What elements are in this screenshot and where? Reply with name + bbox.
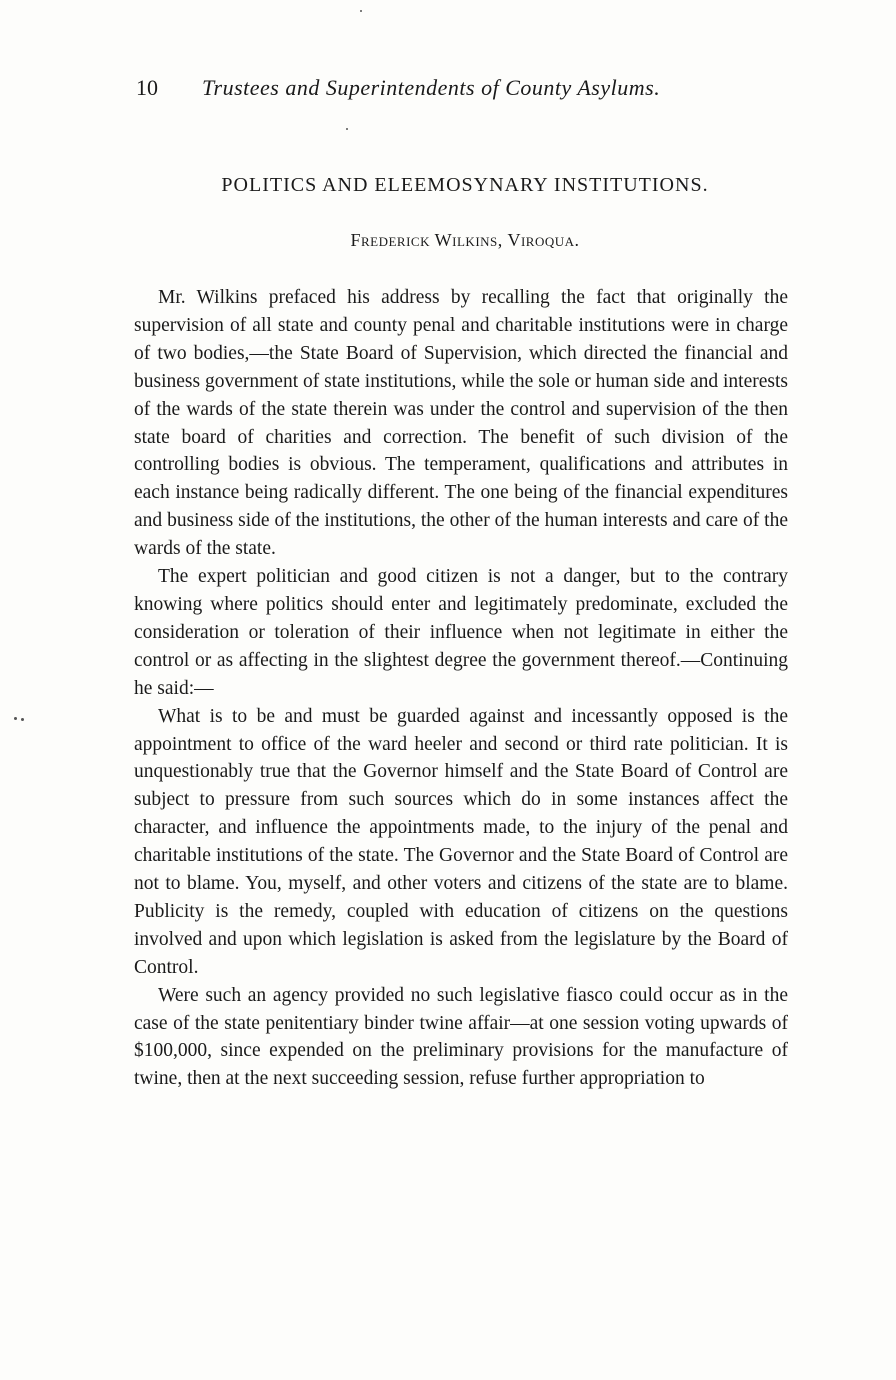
paragraph-3: What is to be and must be guarded against and incessantly opposed is the appointment to office of the ward heeler and second or third rate politician. It is unquestionably true that the Governor himself and the State Board of Control are subject to pressure from such sources which do in some instances affect the character, and influence the appointments made, to the injury of the penal and charitable institutions of the state. The Governor and the State Board of Control are not to blame. You, myself, and other voters and citizens of the state are to blame. Publicity is the remedy, coupled with education of citizens on the questions involved and upon which legislation is asked from the legislature by the Board of Control. xyxy=(134,705,788,978)
paragraph-1: Mr. Wilkins prefaced his address by recalling the fact that originally the supervision of all state and county penal and charitable institutions were in charge of two bodies,—the State Board of Supervision, which directed the financial and business government of state institutions, while the sole or human side and interests of the wards of the state therein was under the control and supervision of the then state board of charities and correction. The benefit of such division of the controlling bodies is obvious. The temperament, qualifications and attributes in each instance being radically different. The one being of the financial expenditures and business side of the institutions, the other of the human interests and care of the wards of the state. xyxy=(134,287,788,560)
scan-speck xyxy=(14,717,17,720)
running-title: Trustees and Superintendents of County Asylums. xyxy=(202,75,661,100)
article-body xyxy=(134,284,788,1093)
running-header xyxy=(136,74,786,102)
scan-speck xyxy=(346,128,348,130)
article-title: POLITICS AND ELEEMOSYNARY INSTITUTIONS. xyxy=(221,174,709,196)
paragraph-4: Were such an agency provided no such legislative fiasco could occur as in the case of the state penitentiary binder twine affair—at one session voting upwards of $100,000, since expended on the preliminary provisions for the manufacture of twine, then at the next succeeding session, refuse further appropriation to xyxy=(134,984,788,1090)
page-number: 10 xyxy=(136,75,158,100)
scan-speck xyxy=(360,10,362,12)
paragraph-2: The expert politician and good citizen is not a danger, but to the contrary knowing where politics should enter and legitimately predominate, excluded the consideration or toleration of their influence when not legitimate in either the control or as affecting in the slightest degree the government thereof.—Continuing he said:— xyxy=(134,566,788,699)
scan-speck xyxy=(21,718,24,721)
article-byline: Frederick Wilkins, Viroqua. xyxy=(350,230,580,250)
